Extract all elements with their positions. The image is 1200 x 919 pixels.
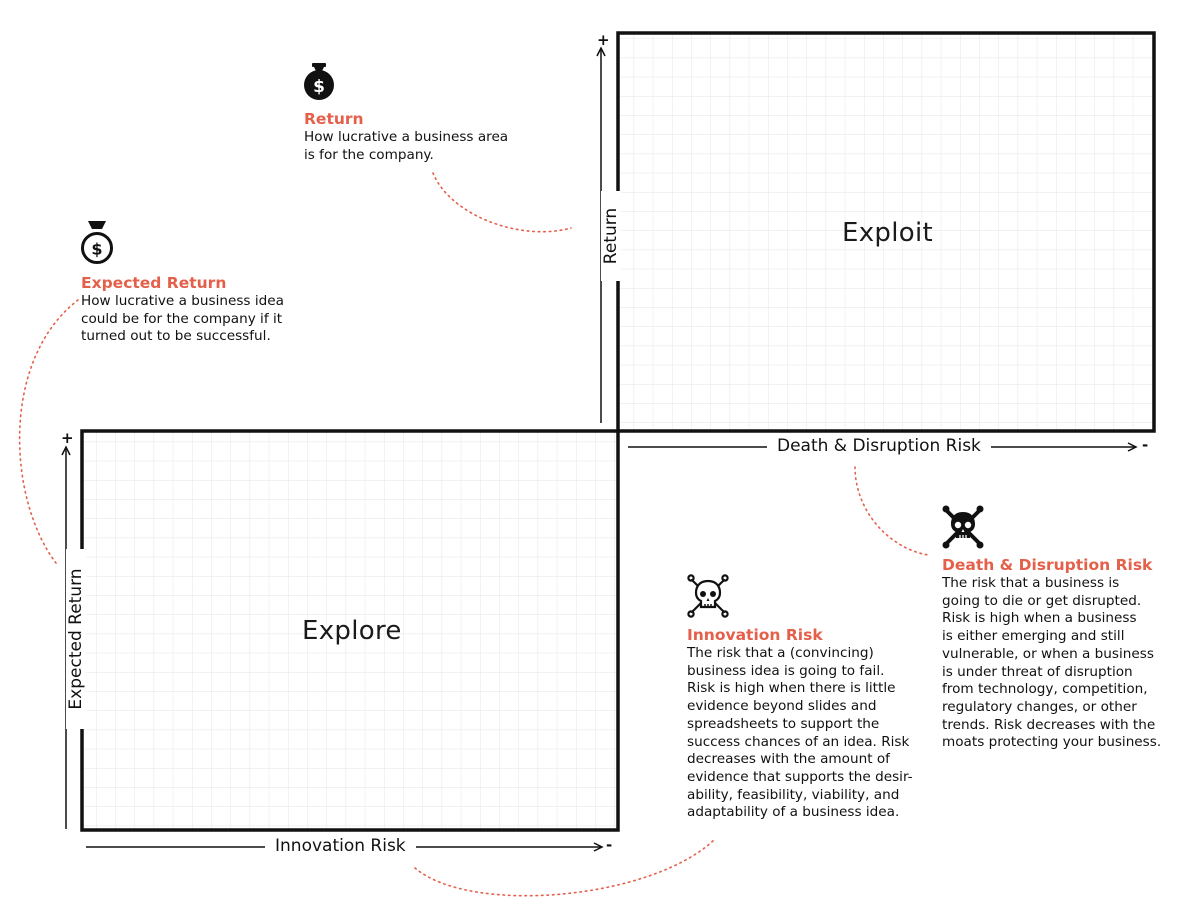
innovation-risk-connector (415, 840, 714, 896)
return-note-title: Return (304, 110, 364, 128)
death-risk-note-body: The risk that a business is going to die or get disrupted. Risk is high when a business is either emerging and still vulnerable, or when a business is under threat of disruption from technology, competition, regulatory changes, or other trends. Risk decreases with the moats protecting your business. (942, 575, 1162, 751)
skull-crossbones-outline-icon (687, 574, 729, 618)
expected-return-note-body: How lucrative a business idea could be for the company if it turned out to be successful. (81, 293, 284, 345)
death-risk-minus-sign: - (1142, 436, 1149, 454)
expected-return-plus-sign: + (61, 429, 74, 447)
return-note-body: How lucrative a business area is for the company. (304, 129, 509, 163)
return-connector (433, 173, 571, 232)
svg-text:$: $ (313, 77, 325, 97)
expected-return-note-title: Expected Return (81, 274, 227, 292)
expected-return-axis-label: Expected Return (66, 549, 86, 729)
innovation-risk-note-body: The risk that a (convincing) business idea is going to fail. Risk is high when there is little evidence beyond slides and spreadsheets to support the success chances of an idea. Risk decreases with the amount of evidence that supports the desir- ability, feasibility, viability, and adaptability of a business idea. (687, 645, 913, 821)
return-plus-sign: + (597, 31, 610, 49)
innovation-risk-note-title: Innovation Risk (687, 626, 823, 644)
money-bag-icon (302, 62, 336, 102)
skull-crossbones-icon (942, 505, 984, 549)
explore-label: Explore (302, 616, 402, 646)
innovation-risk-axis-label: Innovation Risk (265, 836, 416, 856)
exploit-label: Exploit (842, 218, 933, 248)
death-risk-connector (855, 467, 928, 555)
death-risk-note-title: Death & Disruption Risk (942, 556, 1153, 574)
death-disruption-axis-label: Death & Disruption Risk (767, 436, 991, 456)
svg-text:$: $ (91, 239, 103, 259)
money-bag-outline-icon (79, 219, 115, 265)
innovation-risk-minus-sign: - (606, 836, 613, 854)
return-axis-label: Return (601, 191, 621, 281)
